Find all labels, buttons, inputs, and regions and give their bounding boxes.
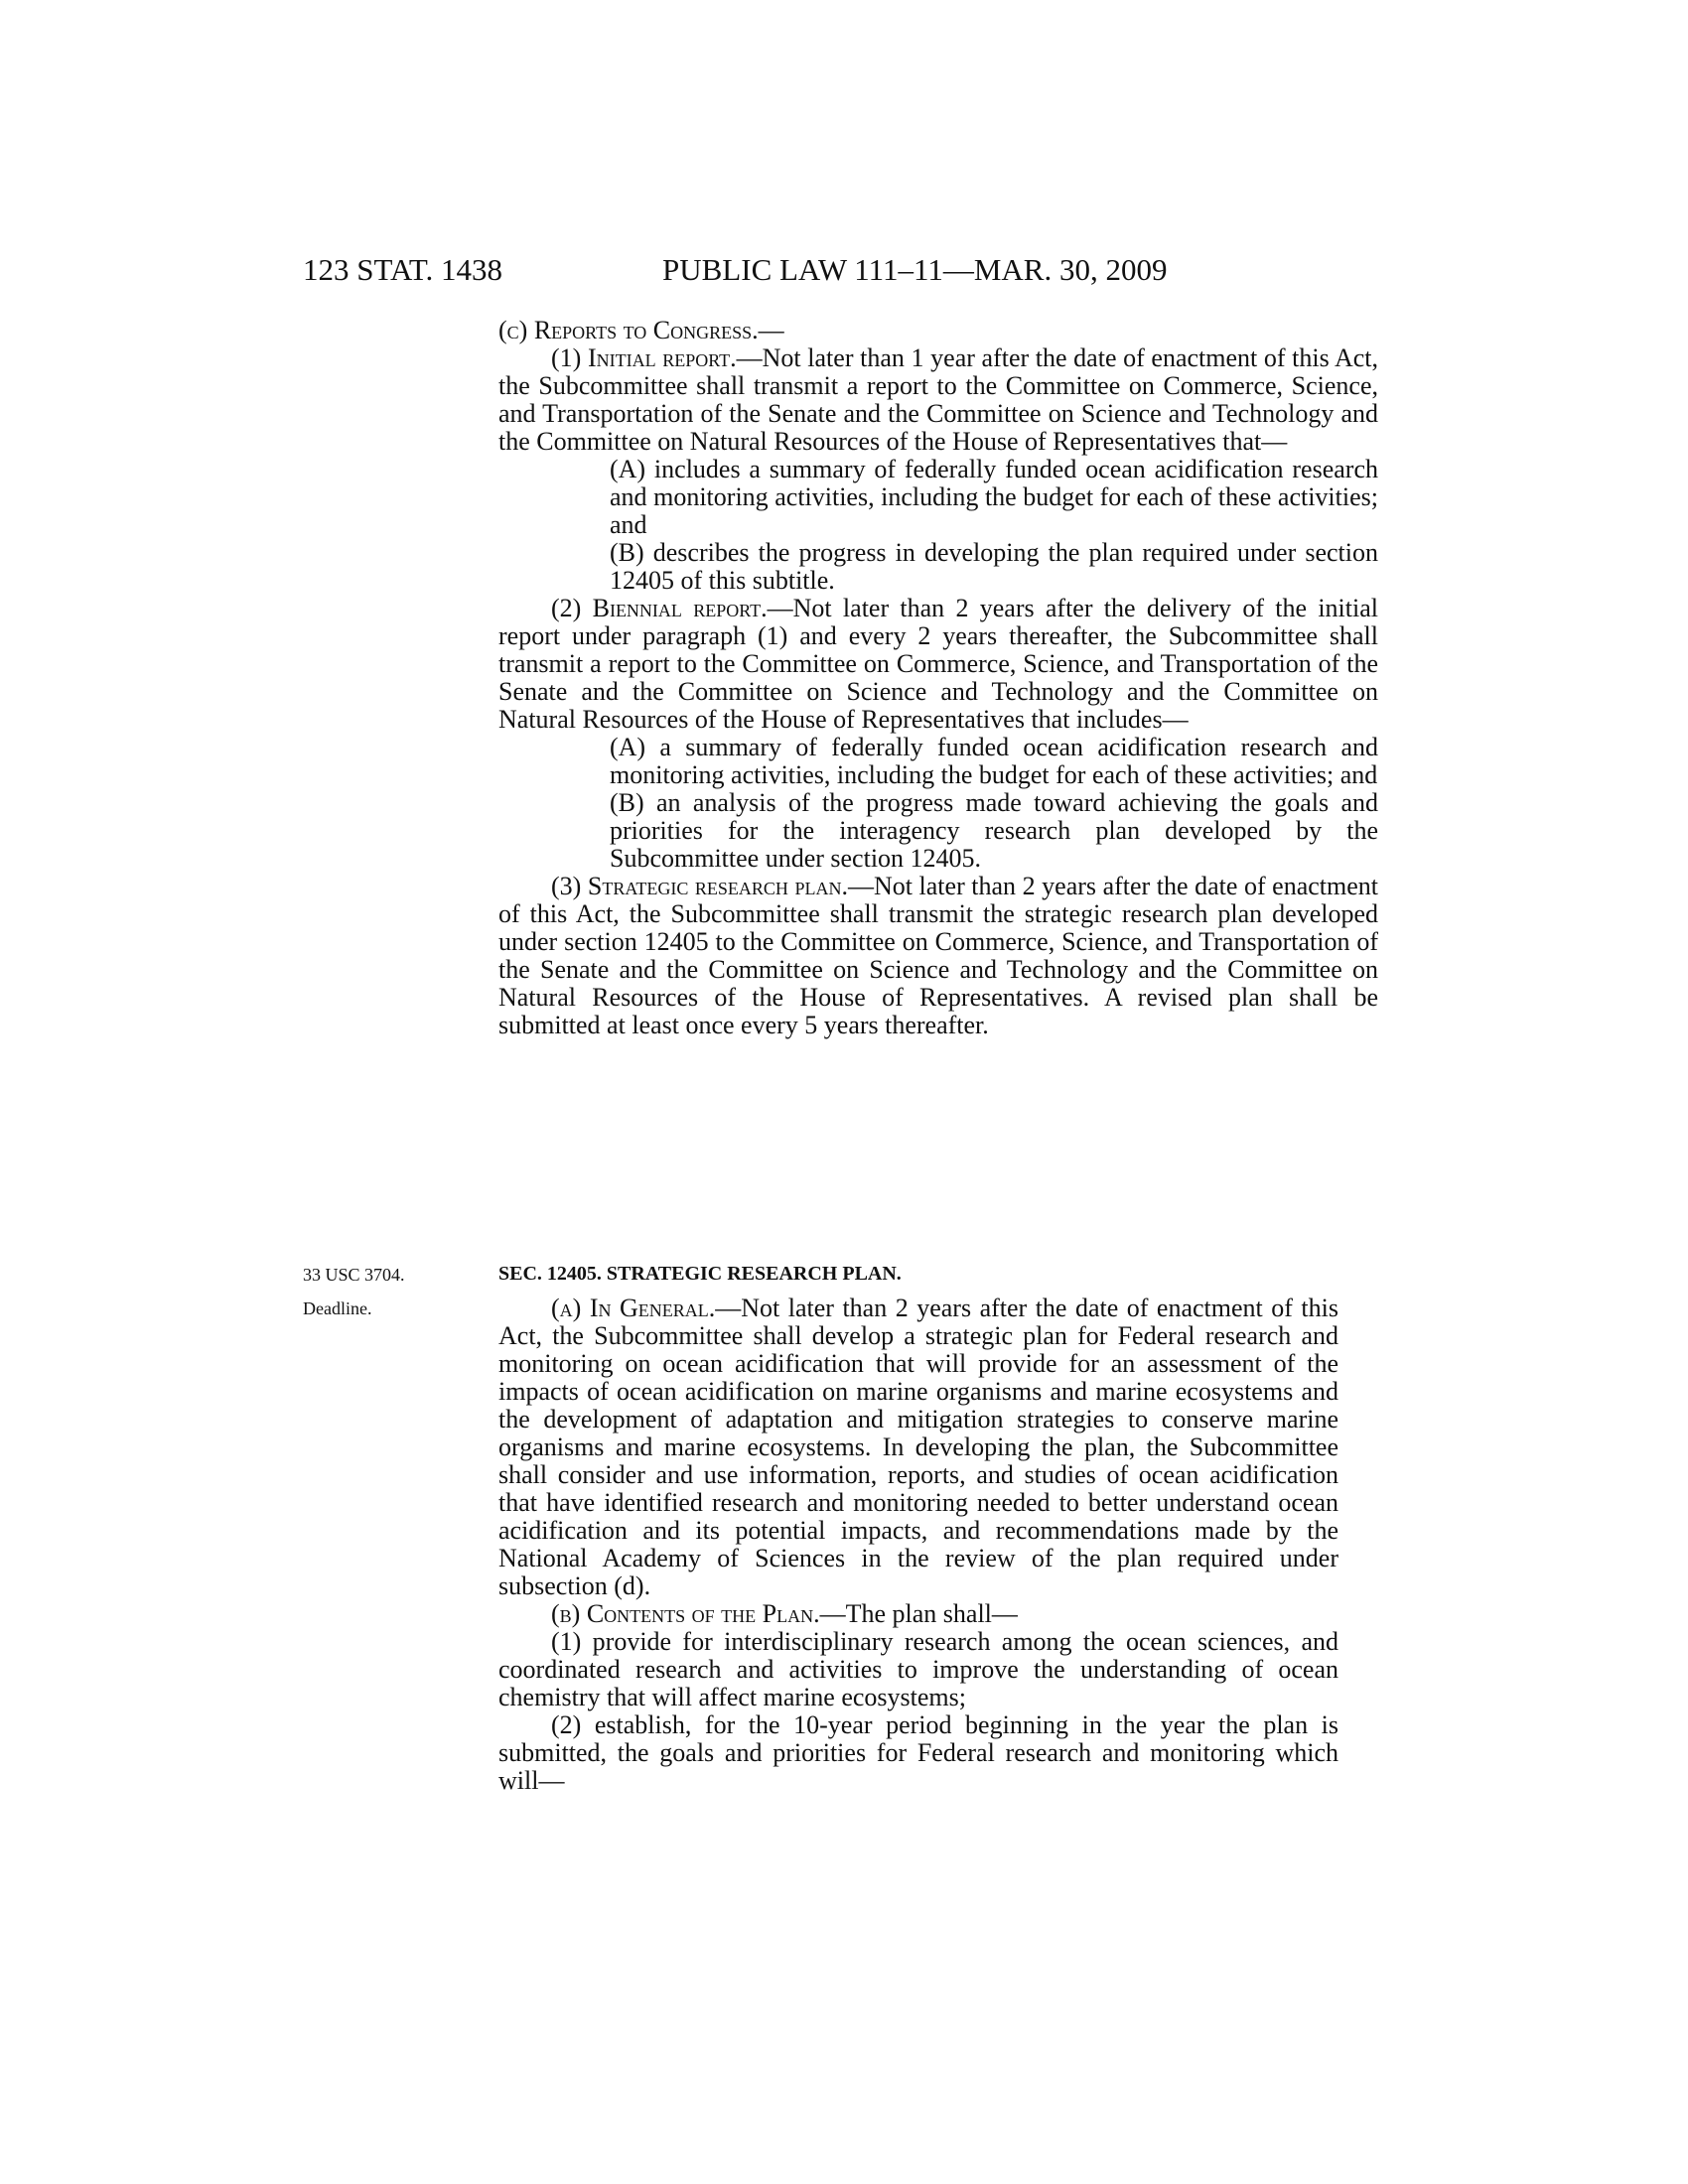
section-12405-body <box>498 1295 1338 1795</box>
paragraph-1-text: —Not later than 1 year after the date of enactment of this Act, the Subcommittee shall transmit a report to the Committee on Commerce, Science, and Transportation of the Senate and the Committee on Science and Technology and the Committee on Natural Resources of the House of Representatives that— <box>498 343 1378 456</box>
subsection-b-contents <box>498 1600 1338 1628</box>
page-header <box>0 250 1688 290</box>
paragraph-2-text: —Not later than 2 years after the delivery of the initial report under paragraph (1) and every 2 years thereafter, the Subcommittee shall transmit a report to the Committee on Commerce, Science, and Transportation of the Senate and the Committee on Science and Technology and the Committee on Natural Resources of the House of Representatives that includes— <box>498 594 1378 734</box>
paragraph-2-biennial-report <box>498 595 1378 734</box>
subsection-b-item-2: (2) establish, for the 10-year period beginning in the year the plan is submitted, the goals and priorities for Federal research and monitoring which will— <box>498 1710 1338 1795</box>
public-law-title: PUBLIC LAW 111–11—MAR. 30, 2009 <box>662 252 1168 287</box>
subsection-a-label: (a) In General. <box>551 1294 716 1322</box>
statute-page-number: 123 STAT. 1438 <box>303 252 503 287</box>
section-12405-heading: SEC. 12405. STRATEGIC RESEARCH PLAN. <box>498 1263 902 1285</box>
paragraph-2-item-b: (B) an analysis of the progress made toward achieving the goals and priorities for the interagency research plan developed by the Subcommittee under section 12405. <box>610 788 1378 873</box>
paragraph-2-label: (2) Biennial report. <box>551 594 768 622</box>
paragraph-3-text: —Not later than 2 years after the date of enactment of this Act, the Subcommittee shall transmit the strategic research plan developed under section 12405 to the Committee on Commerce, Science, and Transportation of the Senate and the Committee on Science and Technology and the Committee on Natural Resources of the House of Representatives. A revised plan shall be submitted at least once every 5 years thereafter. <box>498 872 1379 1039</box>
paragraph-1-item-a: (A) includes a summary of federally funded ocean acidification research and monitoring activities, including the budget for each of these activities; and <box>610 455 1378 539</box>
section-c-reports <box>498 317 1378 1039</box>
subsection-b-label: (b) Contents of the Plan. <box>551 1599 820 1628</box>
subsection-a-text: —Not later than 2 years after the date of enactment of this Act, the Subcommittee shall develop a strategic plan for Federal research and monitoring on ocean acidification that will provide for an assessment of the impacts of ocean acidification on marine organisms and marine ecosystems and the development of adaptation and mitigation strategies to conserve marine organisms and marine ecosystems. In developing the plan, the Subcommittee shall consider and use information, reports, and studies of ocean acidification that have identified research and monitoring needed to better understand ocean acidification and its potential impacts, and recommendations made by the National Academy of Sciences in the review of the plan required under subsection (d). <box>498 1294 1338 1600</box>
margin-note-usc-citation: 33 USC 3704. <box>303 1265 405 1285</box>
subsection-c-heading: (c) Reports to Congress.— <box>498 316 784 344</box>
paragraph-1-item-b: (B) describes the progress in developing the plan required under section 12405 of this subtitle. <box>610 538 1378 595</box>
paragraph-2-item-a: (A) a summary of federally funded ocean acidification research and monitoring activities, including the budget for each of these activities; and <box>610 733 1378 789</box>
paragraph-3-strategic-plan <box>498 873 1378 1039</box>
subsection-b-item-1: (1) provide for interdisciplinary research among the ocean sciences, and coordinated research and activities to improve the understanding of ocean chemistry that will affect marine ecosystems; <box>498 1627 1338 1711</box>
subsection-b-text: —The plan shall— <box>819 1599 1018 1628</box>
paragraph-3-label: (3) Strategic research plan. <box>551 872 848 900</box>
paragraph-1-initial-report <box>498 344 1378 456</box>
subsection-a-in-general <box>498 1295 1338 1600</box>
margin-note-deadline: Deadline. <box>303 1298 372 1318</box>
paragraph-1-label: (1) Initial report. <box>551 343 737 372</box>
